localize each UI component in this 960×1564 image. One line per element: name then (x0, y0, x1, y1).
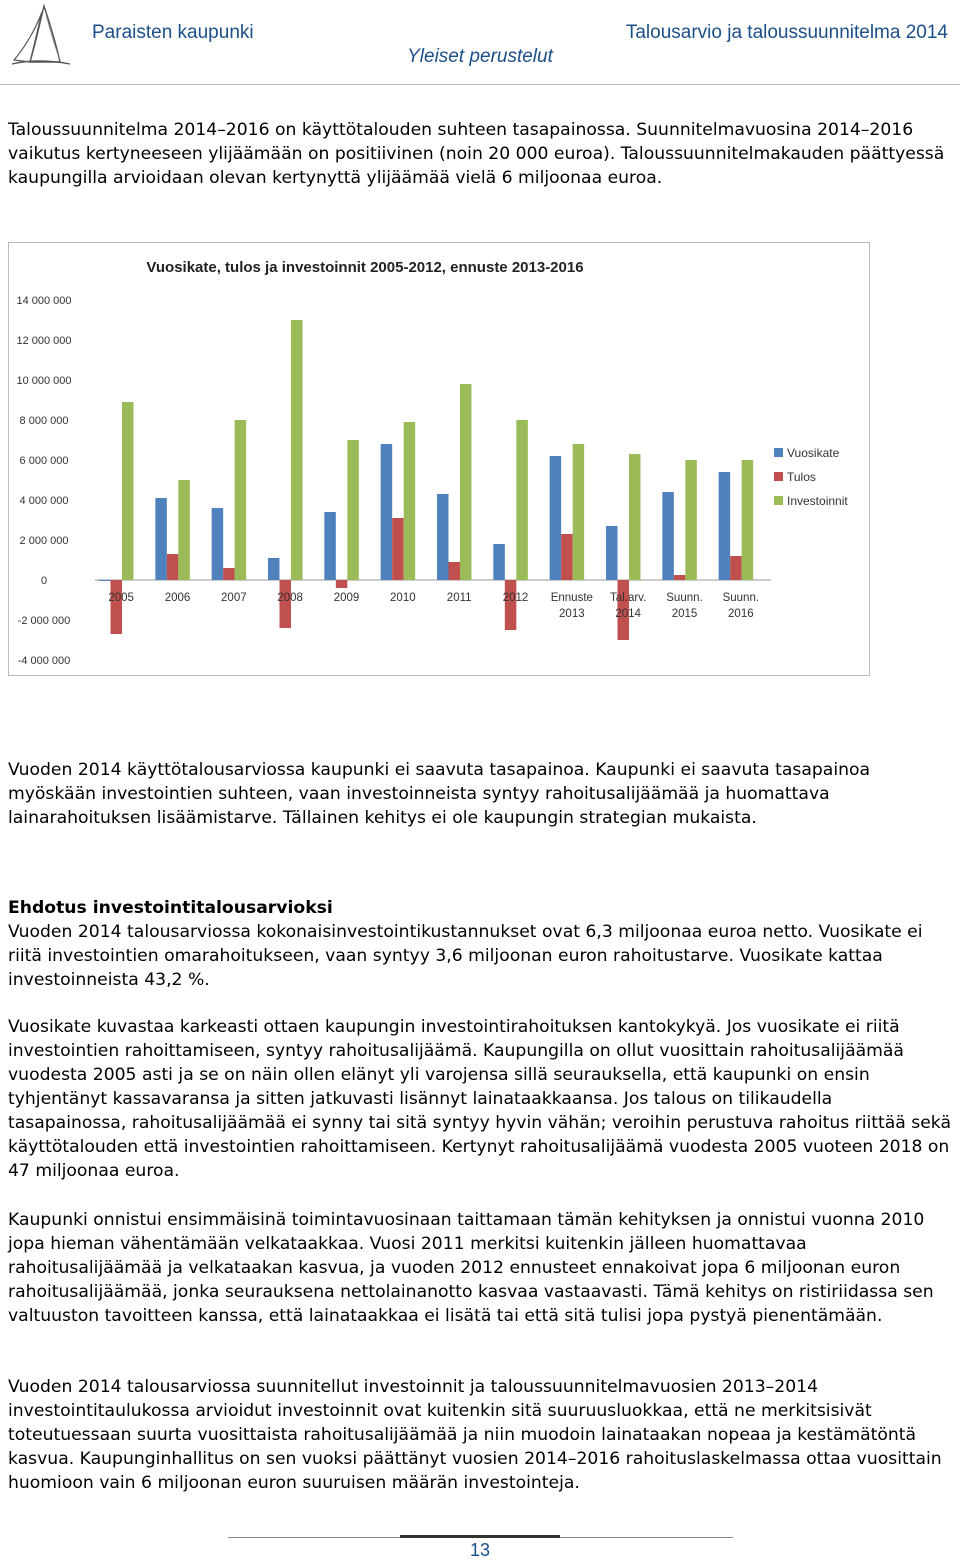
bar-tulos (111, 580, 123, 634)
y-tick-label: -2 000 000 (17, 615, 71, 627)
legend-label: Investoinnit (787, 494, 848, 508)
paragraph-investments: Vuoden 2014 talousarviossa kokonaisinvestointikustannukset ovat 6,3 miljoonaa euroa netto. Vuosikate ei riitä investointien omarahoitukseen, vaan syntyy 3,6 miljoonan euron rahoitustarve. Vuosikate kattaa investoinneista 43,2 %. (8, 922, 923, 990)
paragraph-history: Kaupunki onnistui ensimmäisinä toimintavuosinaan taittamaan tämän kehityksen ja onnistui vuonna 2010 jopa hieman vähentämään velkataakkaa. Vuosi 2011 merkitsi kuitenkin jälleen huomattavaa rahoitusalijäämää ja velkataakan kasvua, ja vuoden 2012 ennusteet ennakoivat jopa 6 miljoonan euron rahoitusalijäämää, jonka seurauksena nettolainanotto kasvaa vastaavasti. Tämä kehitys on ristiriidassa sen valtuuston tavoitteen kanssa, että lainataakkaa ei lisätä tai että sitä tulisi jopa pystyä pienentämään. (8, 1210, 934, 1326)
bar-investoinnit (685, 460, 697, 580)
bar-vuosikate (606, 526, 618, 580)
bar-tulos (223, 568, 235, 580)
bar-vuosikate (99, 580, 111, 581)
chart-title: Vuosikate, tulos ja investoinnit 2005-2012, ennuste 2013-2016 (146, 259, 584, 276)
x-tick-label: Ennuste (550, 592, 593, 604)
header-divider (0, 84, 960, 85)
x-tick-label: 2006 (164, 592, 191, 604)
x-tick-label: Suunn. (722, 592, 760, 604)
bar-investoinnit (629, 454, 641, 580)
x-tick-label: 2013 (559, 608, 585, 620)
bar-tulos (449, 562, 461, 580)
y-tick-label: 12 000 000 (16, 335, 72, 347)
bar-tulos (505, 580, 517, 630)
paragraph-balance: Vuoden 2014 käyttötalousarviossa kaupunki ei saavuta tasapainoa. Kaupunki ei saavuta tasapainoa myöskään investointien suhteen, vaan investoinneista syntyy rahoitusalijäämää ja huomattava lainarahoituksen lisäämistarve. Tällainen kehitys ei ole kaupungin strategian mukaista. (8, 760, 871, 828)
x-tick-label: Suunn. (666, 592, 703, 604)
document-title: Talousarvio ja taloussuunnitelma 2014 (625, 22, 948, 43)
x-tick-label: 2008 (277, 592, 303, 604)
city-name: Paraisten kaupunki (92, 22, 254, 43)
bar-investoinnit (235, 420, 247, 580)
bar-vuosikate (155, 498, 167, 580)
x-tick-label: 2011 (446, 592, 472, 604)
bar-investoinnit (122, 402, 134, 580)
bar-tulos (336, 580, 348, 588)
y-tick-label: 6 000 000 (19, 455, 69, 467)
bar-vuosikate (493, 544, 505, 580)
bar-tulos (280, 580, 292, 628)
paragraph-plan: Vuoden 2014 talousarviossa suunnitellut investoinnit ja taloussuunnitelmavuosien 2013–2014 investointitaulukossa arvioidut investoinnit ovat kuitenkin sitä suuruusluokkaa, että ne merkitsisivät toteutuessaan suurta vuosittaista rahoitusalijäämää ja niin muodoin lainataakan nopeaa ja kestämätöntä kasvua. Kaupunginhallitus on sen vuoksi päättänyt vuosien 2014–2016 rahoituslaskelmassa ottaa vuosittain huomioon vain 6 miljoonan euron suuruisen määrän investointeja. (8, 1377, 942, 1493)
bar-tulos (167, 554, 179, 580)
x-tick-label: 2014 (615, 608, 641, 620)
bar-chart (8, 242, 870, 676)
bar-investoinnit (347, 440, 359, 580)
y-tick-label: 2 000 000 (19, 535, 69, 547)
bar-investoinnit (516, 420, 528, 580)
paragraph-intro: Taloussuunnitelma 2014–2016 on käyttötalouden suhteen tasapainossa. Suunnitelmavuosina 2014–2016 vaikutus kertyneeseen ylijäämään on positiivinen (noin 20 000 euroa). Taloussuunnitelmakauden päättyessä kaupungilla arvioidaan olevan kertynyttä ylijäämää vielä 6 miljoonaa euroa. (8, 120, 945, 188)
page-header (0, 0, 960, 90)
page-number: 13 (469, 1540, 491, 1560)
bar-investoinnit (178, 480, 190, 580)
x-tick-label: Tal.arv. (610, 592, 647, 604)
bar-vuosikate (662, 492, 674, 580)
legend-swatch (774, 496, 783, 505)
paragraph-vuosikate: Vuosikate kuvastaa karkeasti ottaen kaupungin investointirahoituksen kantokykyä. Jos vuosikate ei riitä investointien rahoittamiseen, syntyy rahoitusalijäämä. Kaupungilla on ollut vuosittain rahoitusalijäämää vuodesta 2005 asti ja se on näin ollen elänyt yli varojensa sillä seurauksella, että kaupunki on ensin tyhjentänyt kassavaransa ja sitten jatkuvasti lisännyt lainataakkaansa. Jos talous on tilikaudella tasapainossa, rahoitusalijäämää ei synny tai sitä syntyy hyvin vähän; veroihin perustuva rahoitus riittää sekä käyttötalouden että investointien rahoittamiseen. Kertynyt rahoitusalijäämä vuodesta 2005 vuoteen 2018 on 47 miljoonaa euroa. (8, 1017, 951, 1181)
section-heading: Ehdotus investointitalousarvioksi (8, 898, 333, 918)
legend-swatch (774, 448, 783, 457)
y-tick-label: 0 (40, 575, 48, 587)
x-tick-label: 2005 (108, 592, 134, 604)
bar-investoinnit (742, 460, 754, 580)
bar-investoinnit (460, 384, 472, 580)
legend-label: Vuosikate (787, 446, 840, 460)
bar-tulos (730, 556, 742, 580)
x-tick-label: 2007 (221, 592, 247, 604)
legend-swatch (774, 472, 783, 481)
footer-accent (400, 1535, 560, 1538)
bar-tulos (674, 575, 686, 580)
y-tick-label: 10 000 000 (16, 375, 72, 387)
bar-tulos (392, 518, 404, 580)
bar-investoinnit (404, 422, 416, 580)
x-tick-label: 2009 (333, 592, 360, 604)
y-tick-label: 8 000 000 (19, 415, 69, 427)
bar-investoinnit (291, 320, 303, 580)
x-tick-label: 2016 (728, 608, 754, 620)
x-tick-label: 2015 (671, 608, 698, 620)
y-tick-label: -4 000 000 (17, 655, 71, 667)
legend-label: Tulos (787, 470, 816, 484)
bar-vuosikate (550, 456, 562, 580)
y-tick-label: 4 000 000 (19, 495, 69, 507)
section-title: Yleiset perustelut (407, 46, 553, 67)
bar-vuosikate (719, 472, 731, 580)
bar-vuosikate (324, 512, 336, 580)
bar-investoinnit (573, 444, 585, 580)
bar-vuosikate (212, 508, 224, 580)
bar-vuosikate (437, 494, 449, 580)
x-tick-label: 2010 (390, 592, 416, 604)
x-tick-label: 2012 (502, 592, 529, 604)
bar-vuosikate (268, 558, 280, 580)
bar-vuosikate (381, 444, 393, 580)
bar-tulos (561, 534, 573, 580)
y-tick-label: 14 000 000 (16, 295, 72, 307)
